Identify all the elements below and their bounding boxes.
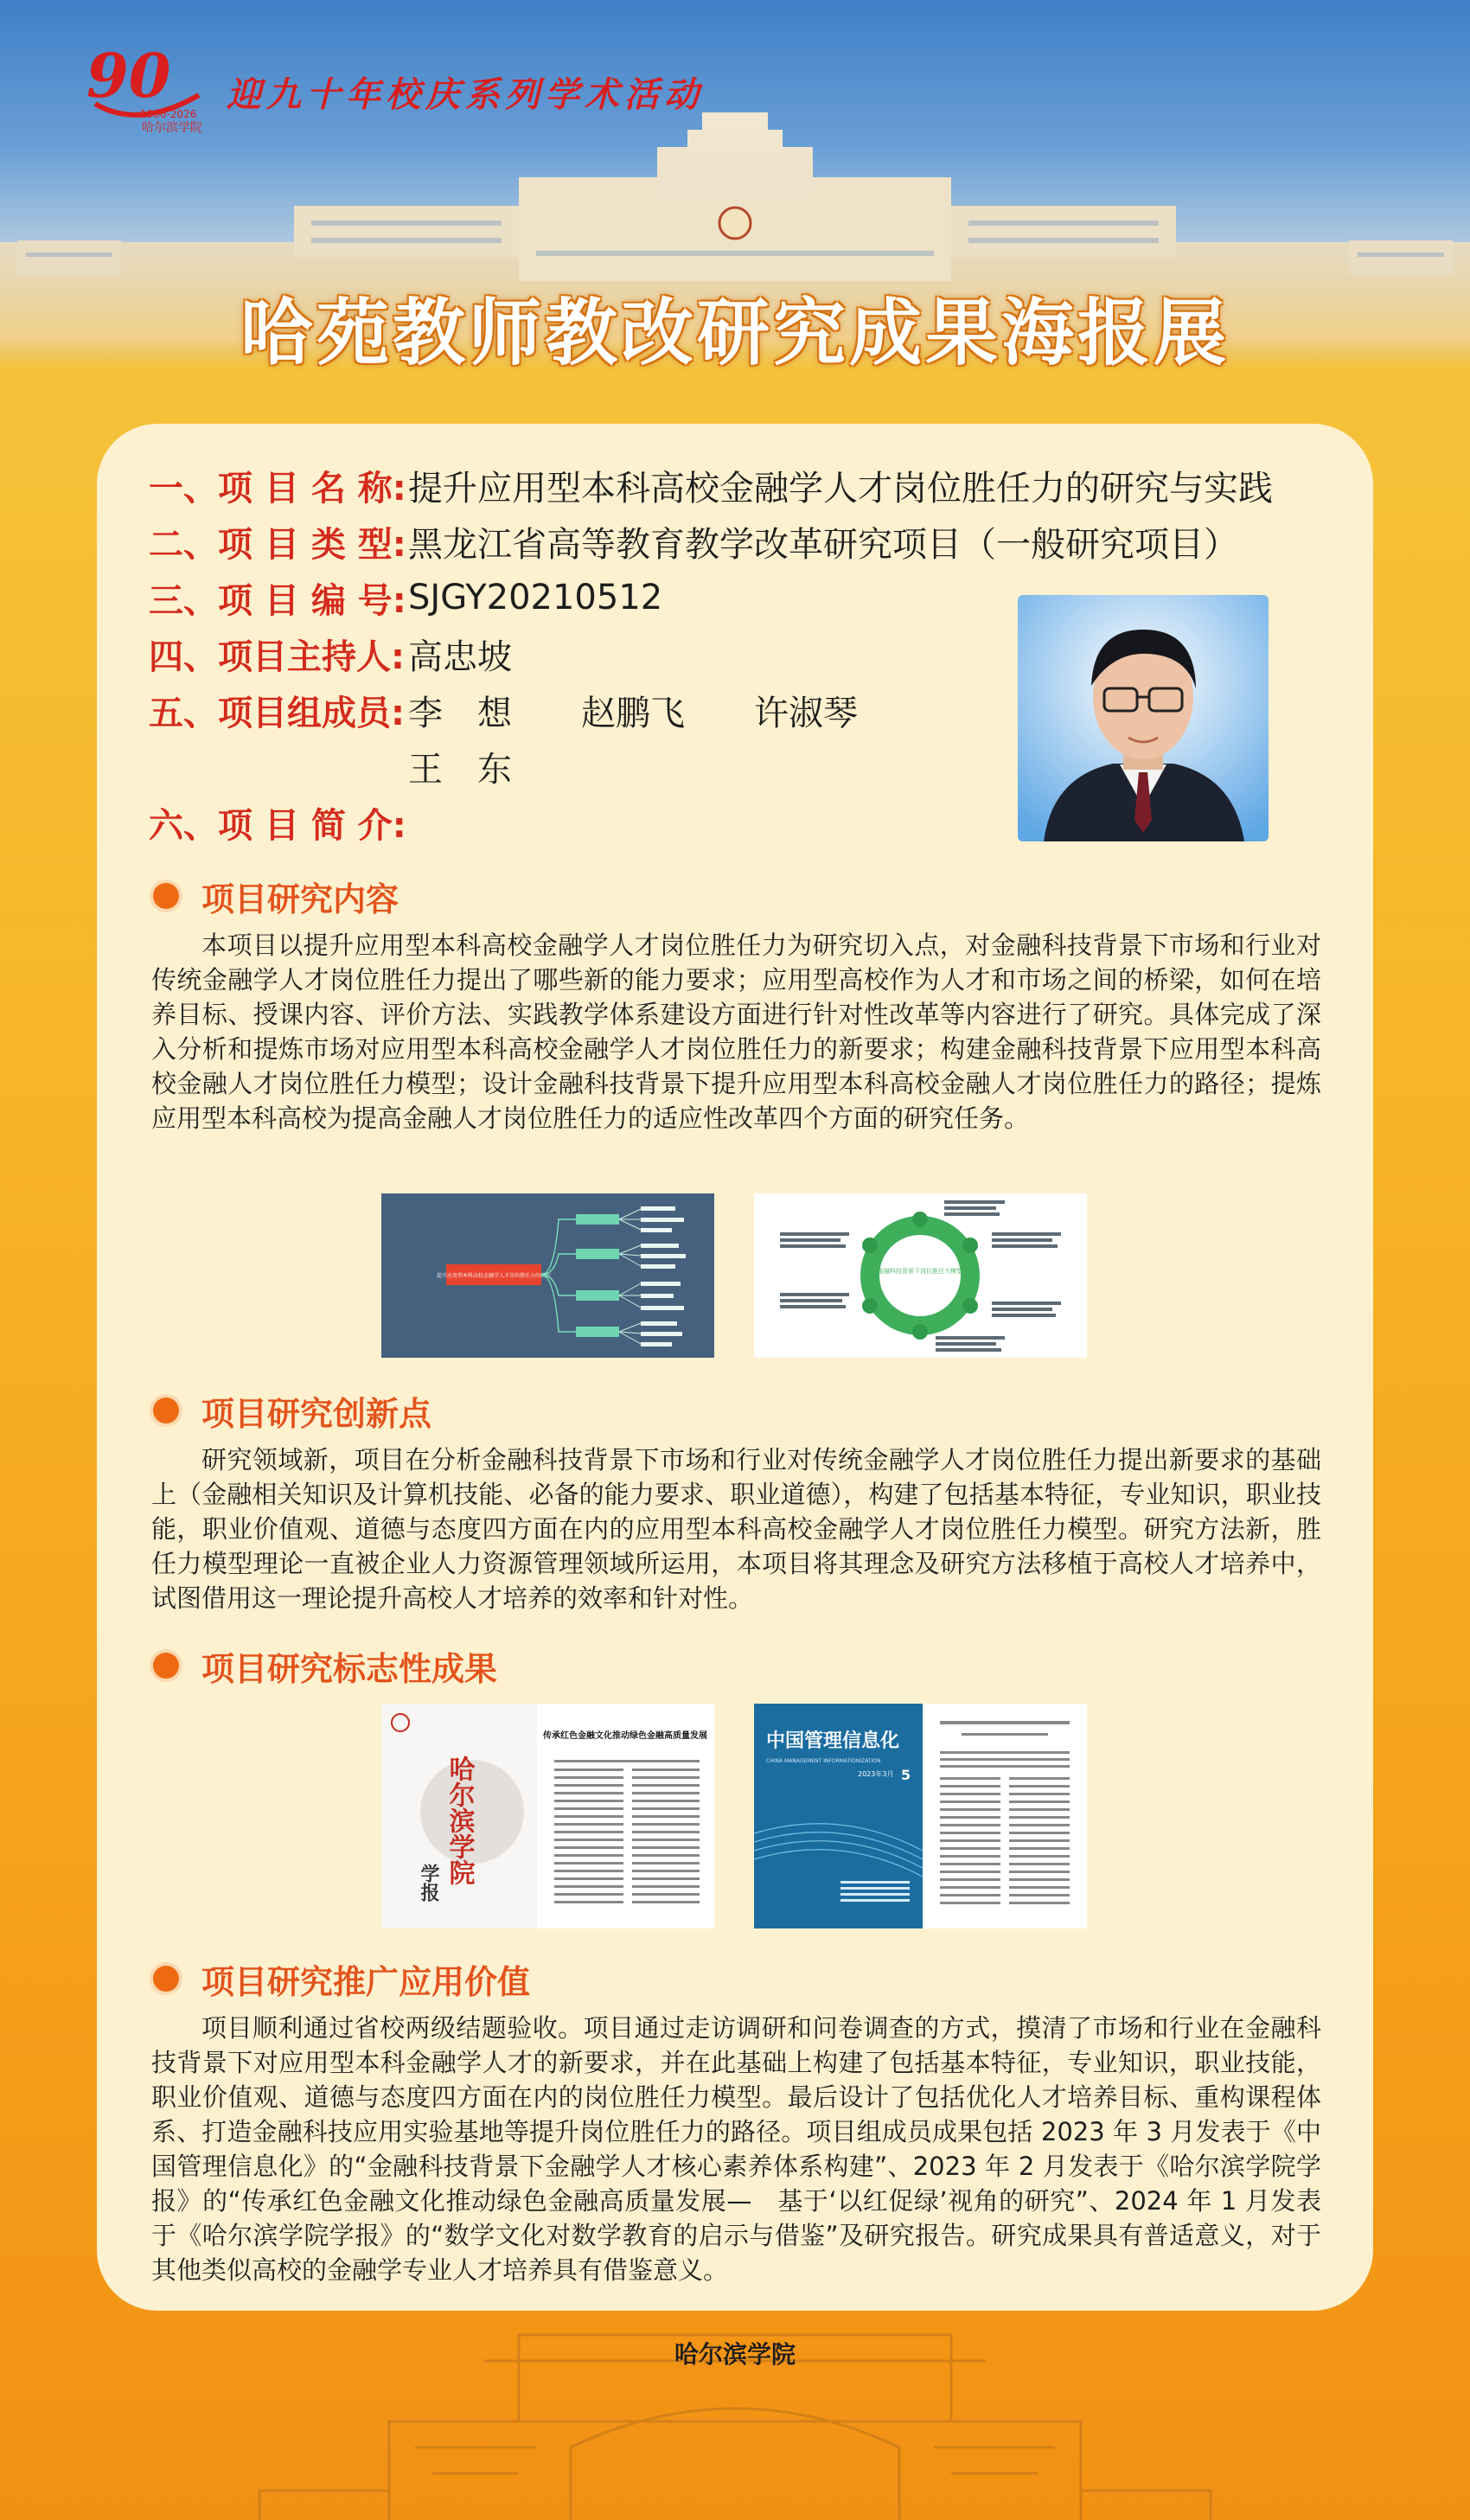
svg-text:金融科技背景下岗位胜任力模型: 金融科技背景下岗位胜任力模型	[878, 1268, 962, 1275]
svg-text:CHINA MANAGEMENT INFORMATIONIZ: CHINA MANAGEMENT INFORMATIONIZATION	[766, 1758, 881, 1764]
bullet-dot-icon	[153, 883, 179, 909]
project-number-row	[149, 571, 662, 624]
svg-text:90: 90	[86, 43, 171, 112]
section-title: 项目研究创新点	[201, 1394, 432, 1433]
svg-text:传承红色金融文化推动绿色金融高质量发展: 传承红色金融文化推动绿色金融高质量发展	[543, 1731, 707, 1741]
svg-text:哈尔滨学院: 哈尔滨学院	[444, 1756, 475, 1885]
project-type-value: 黑龙江省高等教育教学改革研究项目（一般研究项目）	[408, 524, 1238, 565]
svg-text:2023年3月: 2023年3月	[858, 1770, 894, 1778]
poster-main-title: 哈苑教师教改研究成果海报展	[240, 291, 1230, 375]
research-mindmap-figure	[381, 1193, 714, 1358]
section-achievements-header	[153, 1643, 497, 1688]
section-title: 项目研究标志性成果	[201, 1649, 498, 1688]
project-number-value: SJGY20210512	[408, 578, 663, 617]
section-innovation-text: 研究领域新，项目在分析金融科技背景下市场和行业对传统金融学人才岗位胜任力提出新要求的基础上（金融相关知识及计算机技能、必备的能力要求、职业道德），构建了包括基本特征，专业知识，职业技能，职业价值观、道德与态度四方面在内的应用型本科高校金融学人才岗位胜任力模型。研究方法新，胜任力模型理论一直被企业人力资源管理领域所运用，本项目将其理念及研究方法移植于高校人才培养中，试图借用这一理论提升高校人才培养的效率和针对性。	[151, 1445, 1321, 1613]
section-research-content-text: 本项目以提升应用型本科高校金融学人才岗位胜任力为研究切入点，对金融科技背景下市场和行业对传统金融学人才岗位胜任力提出了哪些新的能力要求；应用型高校作为人才和市场之间的桥梁，如何在培养目标、授课内容、评价方法、实践教学体系建设方面进行针对性改革等内容进行了研究。具体完成了深入分析和提炼市场对应用型本科高校金融学人才岗位胜任力的新要求；构建金融科技背景下应用型本科高校金融人才岗位胜任力模型；设计金融科技背景下提升应用型本科高校金融人才岗位胜任力的路径；提炼应用型本科高校为提高金融人才岗位胜任力的适应性改革四个方面的研究任务。	[151, 931, 1321, 1133]
svg-text:提升应用型本科高校金融学人才岗位胜任力的研究: 提升应用型本科高校金融学人才岗位胜任力的研究	[436, 1273, 552, 1279]
svg-text:哈尔滨学院: 哈尔滨学院	[674, 2340, 796, 2369]
section-application-value-text: 项目顺利通过省校两级结题验收。项目通过走访调研和问卷调查的方式，摸清了市场和行业在金融科技背景下对应用型本科金融学人才的新要求，并在此基础上构建了包括基本特征，专业知识，职业技能，职业价值观、道德与态度四方面在内的岗位胜任力模型。最后设计了包括优化人才培养目标、重构课程体系、打造金融科技应用实验基地等提升岗位胜任力的路径。项目组成员成果包括 2023 年 3 月发表于《中国管理信息化》的“金融科技背景下金融学人才核心素养体系构建”、2023 年 2 月发表于《哈尔滨学院学报》的“传承红色金融文化推动绿色金融高质量发展— 基于‘以红促绿’视角的研究”、2024 年 1 月发表于《哈尔滨学院学报》的“数学文化对数学教育的启示与借鉴”及研究报告。研究成果具有普适意义，对于其他类似高校的金融学专业人才培养具有借鉴意义。	[151, 2013, 1321, 2285]
harbin-journal-cover-figure	[381, 1704, 714, 1928]
content-card	[97, 424, 1373, 2311]
project-members-row	[149, 683, 858, 737]
bullet-dot-icon	[153, 1966, 179, 1992]
project-members-row-2	[149, 739, 512, 793]
bullet-dot-icon	[153, 1653, 179, 1679]
project-leader-row	[149, 627, 512, 681]
project-name-value: 提升应用型本科高校金融学人才岗位胜任力的研究与实践	[408, 468, 1273, 508]
project-type-row	[149, 515, 1238, 568]
svg-text:哈尔滨学院: 哈尔滨学院	[142, 121, 202, 135]
series-title: 迎九十年校庆系列学术活动	[227, 74, 704, 115]
section-research-content-header	[153, 873, 399, 918]
90th-anniversary-logo-icon	[86, 43, 216, 138]
svg-text:中国管理信息化: 中国管理信息化	[766, 1730, 900, 1752]
section-title: 项目研究推广应用价值	[201, 1962, 531, 2001]
project-type-label: 二、项 目 类 型:	[149, 524, 406, 565]
competency-model-wheel-figure	[754, 1193, 1087, 1358]
project-name-label: 一、项 目 名 称:	[149, 468, 406, 508]
section-application-value-header	[153, 1956, 530, 2001]
header-banner	[0, 0, 1470, 415]
bullet-dot-icon	[153, 1398, 179, 1423]
school-gate-illustration	[0, 2318, 1470, 2520]
svg-text:1936-2026: 1936-2026	[140, 108, 197, 120]
svg-text:5: 5	[901, 1767, 911, 1783]
project-members-label: 五、项目组成员:	[149, 693, 405, 733]
section-innovation-header	[153, 1388, 431, 1433]
project-intro-label: 六、项 目 简 介:	[149, 805, 406, 846]
project-name-row	[149, 458, 1273, 512]
china-management-journal-cover-figure	[754, 1704, 1087, 1928]
svg-text:学报: 学报	[418, 1864, 440, 1902]
project-members-value-2: 王 东	[408, 749, 512, 790]
project-members-value: 李 想 赵鹏飞 许淑琴	[408, 693, 858, 733]
project-number-label: 三、项 目 编 号:	[149, 580, 406, 621]
project-intro-row	[149, 796, 408, 849]
project-leader-portrait	[1018, 595, 1269, 841]
project-leader-value: 高忠坡	[408, 636, 512, 677]
section-title: 项目研究内容	[201, 879, 399, 918]
project-leader-label: 四、项目主持人:	[149, 636, 405, 677]
